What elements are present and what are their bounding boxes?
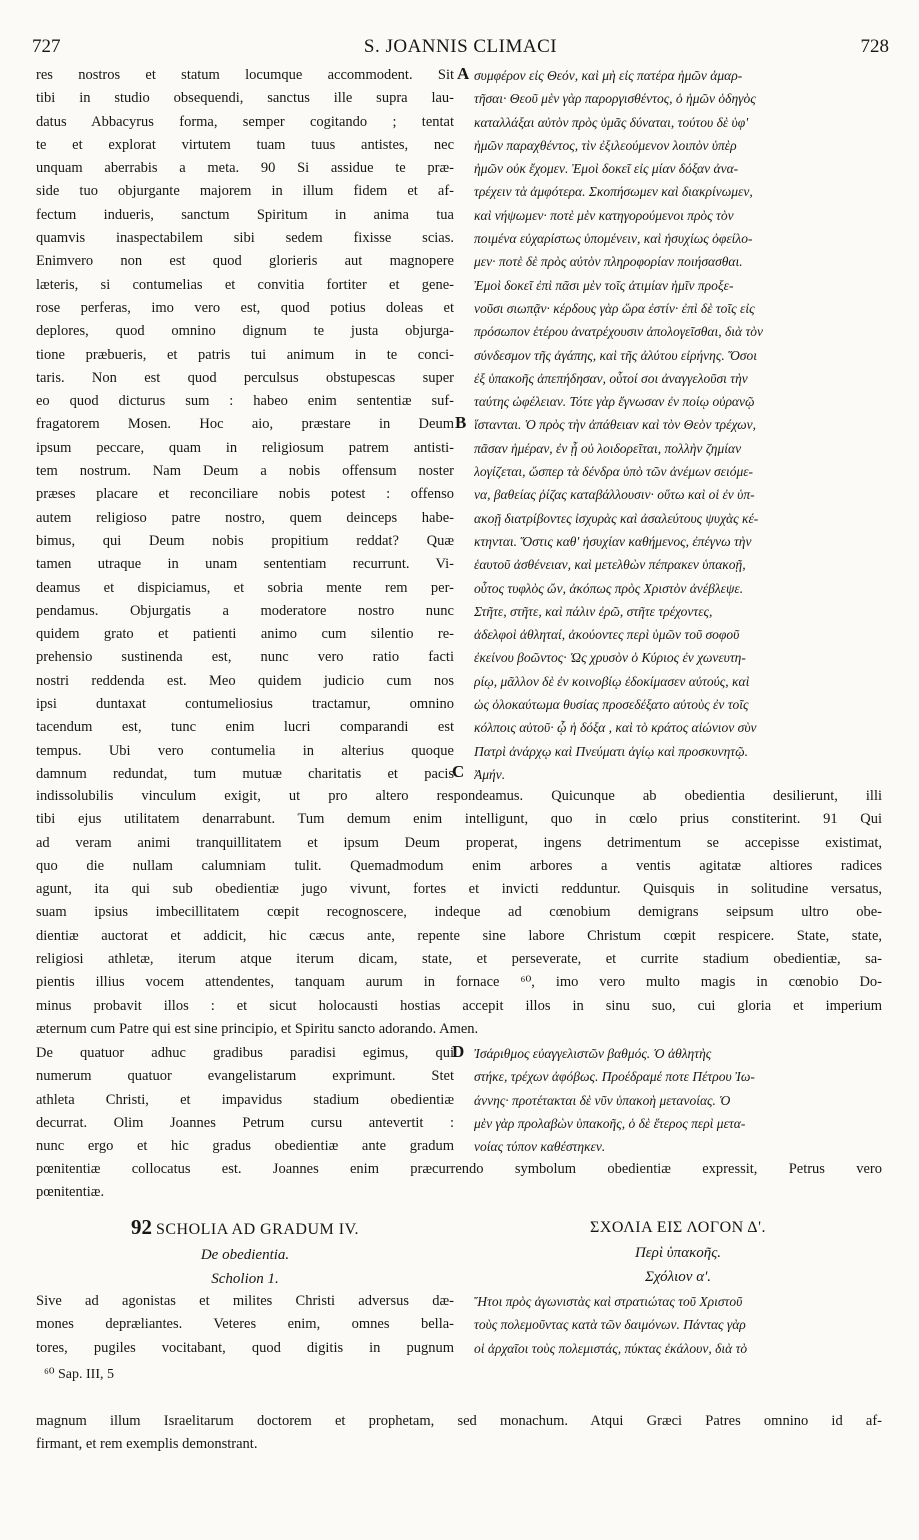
margin-marker-b: B — [455, 413, 467, 432]
text-line: nostri reddenda est. Meo quidem judicio cum nos — [36, 672, 454, 689]
text-line: præses placare et reconciliare nobis potest : offenso — [36, 486, 454, 503]
text-line: taris. Non est quod perculsus obstupescas super — [36, 369, 454, 386]
latin-full-width-1 — [36, 785, 882, 1041]
text-line: οἱ ἀρχαῖοι τοὺς πολεμιστάς, πύκτας ἐκάλουν, διὰ τὸ — [474, 1340, 748, 1356]
latin-column-2 — [36, 1042, 454, 1158]
text-line: στήκε, τρέχων ἀφόβως. Προέδραμέ ποτε Πέτρου Ἰω- — [474, 1069, 755, 1085]
text-line: decurrat. Olim Joannes Petrum cursu antevertit : — [36, 1114, 454, 1131]
text-line: Ἤτοι πρὸς ἀγωνιστὰς καὶ στρατιώτας τοῦ Χριστοῦ — [474, 1294, 743, 1309]
text-line: tione præbueris, et patris tui animum in te conci- — [36, 346, 454, 363]
text-line: fectum indueris, sanctum Spiritum in anima tua — [36, 206, 454, 223]
text-line: ἐξ ὑπακοῆς ἀπεπήδησαν, οὗτοί σοι ἀναγγελοῦσι τὴν — [474, 370, 748, 386]
text-line: tempus. Ubi vero contumelia in alterius quoque — [36, 742, 454, 759]
text-line: pœnitentiæ. — [36, 1184, 105, 1201]
text-line: Στῆτε, στῆτε, καὶ πάλιν ἐρῶ, στῆτε τρέχοντες, — [474, 603, 713, 619]
text-line: deplores, quod omnino dignum te justa objurga- — [36, 323, 454, 340]
margin-marker-c: C — [452, 762, 465, 781]
text-line: deamus et dispiciamus, et sobria mente rem per- — [36, 579, 454, 596]
text-line: τῆσαι· Θεοῦ μὲν γὰρ παροργισθέντος, ὁ ἡμῶν ὁδηγὸς — [474, 91, 756, 107]
text-line: ipsi duntaxat contumeliosius tractamur, omnino — [36, 696, 454, 713]
latin-full-width-3 — [36, 1410, 882, 1457]
text-line: tores, pugiles vocitabant, quod digitis in pugnum — [36, 1339, 454, 1356]
text-line: Ἐμοὶ δοκεῖ ἐπὶ πᾶσι μὲν τοῖς ἀτιμίαν ἡμῖν προξε- — [474, 277, 734, 293]
text-line: τρέχειν τὰ ἀμφότερα. Σκοπήσωμεν καὶ διακρίνωμεν, — [474, 184, 753, 200]
text-line: Enimvero non est quod glorieris aut magnopere — [36, 253, 454, 270]
text-line: ἡμῶν παραχθέντος, τὶν ἐξιλεούμενον λοιπὸν ὑπὲρ — [474, 137, 737, 153]
text-line: nunc ergo et hic gradus obedientiæ ante gradum — [36, 1138, 454, 1155]
text-line: νοίας τύπον καθέστηκεν. — [474, 1139, 606, 1155]
text-line: καὶ νήψωμεν· ποτὲ μὲν κατηγορούμενοι πρὸς τὸν — [474, 207, 734, 223]
right-page-number: 728 — [860, 36, 889, 57]
scholia-latin-body — [36, 1290, 454, 1360]
text-line: indissolubilis vinculum exigit, ut pro altero respondeamus. Quicunque ab obedientia desilierunt, illi — [36, 788, 882, 804]
text-line: eo quod dicturus sum : habeo enim sententiæ suf- — [36, 393, 454, 410]
greek-column-1 — [474, 64, 882, 786]
text-line: rose perferas, imo vero est, quod potius doleas et — [36, 299, 454, 316]
text-line: Πατρὶ ἀνάρχῳ καὶ Πνεύματι ἁγίῳ καὶ προσκυνητῷ. — [474, 743, 749, 759]
text-line: λογίζεται, ὥσπερ τὰ δένδρα ὑπὸ τῶν ἀνέμων σειόμε- — [474, 464, 754, 480]
text-line: unquam aberrabis a meta. 90 Si assidue te præ- — [36, 160, 454, 177]
text-line: quo die nullam calumniam tulit. Quemadmodum enim arbores a ventis agitatæ altiores radices — [36, 857, 882, 874]
text-line: fragatorem Mosen. Hoc aio, præstare in Deum — [36, 416, 454, 433]
text-line: ipsum peccare, quam in religiosum patrem antisti- — [36, 439, 454, 456]
left-page-number: 727 — [32, 36, 61, 57]
scholia-greek-subtitle: Περὶ ὑπακοῆς. — [634, 1245, 722, 1261]
text-line: καταλλάξαι αὐτὸν πρὸς ὑμᾶς δύναται, τούτου δὲ ὑφ' — [474, 114, 749, 130]
text-line: πᾶσαν ἡμέραν, ἐν ᾗ οὐ λοιδορεῖται, πολλὴν ζημίαν — [474, 440, 742, 456]
text-line: Ἰσάριθμος εὐαγγελιστῶν βαθμός. Ὁ ἀθλητὴς — [474, 1046, 712, 1061]
text-line: quidem grato et patienti animo cum silentio re- — [36, 626, 454, 643]
text-line: ἑαυτοῦ ἀσθένειαν, καὶ μετελθὼν πέπρακεν ὑπακοῇ, — [474, 557, 746, 573]
margin-marker-d: D — [452, 1042, 465, 1061]
text-line: τοὺς πολεμοῦντας κατὰ τῶν δαιμόνων. Πάντας γὰρ — [474, 1317, 746, 1333]
text-line: ὡς ὁλοκαύτωμα θυσίας προσεδέξατο αὐτοὺς ἐν τοῖς — [474, 697, 749, 713]
text-line: læteris, si contumelias et convitia fortiter et gene- — [36, 276, 454, 293]
text-line: datus Abbacyrus forma, semper cogitando ; tentat — [36, 113, 454, 130]
text-line: firmant, et rem exemplis demonstrant. — [36, 1436, 258, 1453]
scholia-greek-scholion: Σχόλιον α'. — [644, 1269, 712, 1285]
text-line: tamen utraque in unam sententiam recurrunt. Vi- — [36, 556, 454, 573]
scholia-greek-title: ΣΧΟΛΙΑ ΕΙΣ ΛΟΓΟΝ Δ'. — [590, 1219, 766, 1236]
greek-column-2 — [474, 1042, 882, 1158]
text-line: Ἀμήν. — [474, 766, 506, 782]
text-line: pientis illius vocem attendentes, tanquam aurum in fornace ⁶⁰, imo vero multo magis in cœnobio Do- — [36, 974, 882, 991]
text-line: tibi ejus utilitatem denarrabunt. Tum demum enim intelligunt, quo in cœlo prius constiterint. 91 Qui — [36, 811, 882, 828]
text-line: agunt, ita qui sub obedientiæ jugo vivunt, fortes et invicti redduntur. Quisquis in solitudine versatus, — [36, 881, 882, 898]
text-line: οὗτος τυφλὸς ὤν, ἀκόπως πρὸς Χριστὸν ἀνέβλεψε. — [474, 580, 744, 596]
text-line: ακοῇ διατρίβοντες ἰσχυρὰς καὶ ἀσαλεύτους ψυχὰς κέ- — [474, 510, 759, 526]
text-line: ad veram animi tranquillitatem et ipsum Deum properat, ingens detrimentum se accepisse existimat, — [36, 834, 882, 851]
text-line: minus probavit illos : et sicut holocausti hostias accepit illos in sinu suo, cui gloria et imperium — [36, 997, 882, 1014]
text-line: pœnitentiæ collocatus est. Joannes enim præcurrendo symbolum obedientiæ expressit, Petrus vero — [36, 1161, 882, 1177]
text-line: ρίῳ, μᾶλλον δὲ ἐν κοινοβίῳ ἐδοκίμασεν αὐτούς, καὶ — [474, 673, 750, 689]
text-line: tibi in studio obsequendi, sanctus ille supra lau- — [36, 90, 454, 107]
latin-full-width-2 — [36, 1158, 882, 1205]
running-title: S. JOANNIS CLIMACI — [363, 36, 558, 57]
scholia-latin-heading — [36, 1214, 454, 1291]
text-line: ἵστανται. Ὁ πρὸς τὴν ἀπάθειαν καὶ τὸν Θεὸν τρέχων, — [474, 417, 757, 433]
text-line: mones depræliantes. Veteres enim, omnes bella- — [36, 1316, 454, 1333]
text-line: να, βαθείας ῥίζας καταβάλλουσιν· οὕτω καὶ οἱ ἐν ὑπ- — [474, 487, 755, 503]
text-line: ποιμένα εὐχαρίστως ὑπομένειν, καὶ ἡσυχίως ὀφείλο- — [474, 231, 753, 247]
text-line: res nostros et statum locumque accommodent. Sit — [36, 67, 454, 83]
scholia-greek-heading — [474, 1214, 882, 1289]
text-line: pendamus. Objurgatis a moderatore nostro nunc — [36, 602, 454, 619]
section-number: 92 — [130, 1215, 152, 1239]
text-line: κόλποις αὐτοῦ· ᾧ ἡ δόξα , καὶ τὸ κράτος αἰώνιον σὺν — [474, 720, 757, 736]
latin-column-1 — [36, 64, 454, 786]
text-line: tacendum est, tunc enim lucri comparandi est — [36, 719, 454, 736]
text-line: ἐκείνου βοῶντος· Ὡς χρυσὸν ὁ Κύριος ἐν χωνευτη- — [474, 650, 746, 666]
text-line: συμφέρον εἰς Θεόν, καὶ μὴ εἰς πατέρα ἡμῶν ἁμαρ- — [474, 68, 743, 83]
text-line: prehensio sustinenda est, nunc vero ratio facti — [36, 649, 454, 666]
text-line: suam ipsius imbecillitatem cœpit recognoscere, indeque ad cœnobium demigrans seipsum ultro obe- — [36, 904, 882, 921]
text-line: side tuo objurgante majorem in illum fidem et af- — [36, 183, 454, 200]
text-line: religiosi athletæ, iterum atque iterum dicam, state, et perseverate, et currite stadium obedientiæ, sa- — [36, 951, 882, 968]
text-line: numerum quatuor evangelistarum exprimunt. Stet — [36, 1068, 454, 1085]
text-line: πρόσωπον ἑτέρου ἀνατρέχουσιν ἀπολογεῖσθαι, διὰ τὸν — [474, 324, 764, 340]
text-line: νοῦσι σιωπᾷν· κέρδους γὰρ ὥρα ἐστίν· ἐπὶ δὲ τοῖς εἰς — [474, 300, 755, 316]
running-header — [32, 36, 889, 62]
text-line: te et explorat virtutem tuam tuus antistes, nec — [36, 136, 454, 153]
footnote: ⁶⁰ Sap. III, 5 — [44, 1367, 114, 1382]
scholia-latin-title: SCHOLIA AD GRADUM IV. — [155, 1221, 360, 1238]
text-line: Sive ad agonistas et milites Christi adversus dæ- — [36, 1293, 454, 1309]
text-line: autem religioso patre nostro, quem deinceps habe- — [36, 509, 454, 526]
text-line: De quatuor adhuc gradibus paradisi egimus, qui — [36, 1045, 454, 1061]
text-line: ταύτης ὠφέλειαν. Τότε γὰρ ἔγνωσαν ἐν ποίῳ οὐρανῷ — [474, 394, 755, 410]
text-line: κτηνται. Ὅστις καθ' ἡσυχίαν καθήμενος, ἐπέγνω τὴν — [474, 533, 752, 549]
text-line: ἀδελφοὶ ἀθληταί, ἀκούοντες περὶ ὑμῶν τοῦ σοφοῦ — [474, 627, 740, 643]
text-line: μὲν γὰρ προλαβὼν ὑπακοῆς, ὁ δὲ ἕτερος περὶ μετα- — [474, 1115, 746, 1131]
text-line: bimus, qui Deum nobis propitium reddat? Quæ — [36, 532, 454, 549]
text-line: damnum redundat, tum mutuæ charitatis et pacis — [36, 765, 454, 782]
text-line: άννης· προτέτακται δὲ νῦν ὑπακοὴ μετανοίας. Ὁ — [474, 1092, 731, 1108]
text-line: σύνδεσμον τῆς ἀγάπης, καὶ τῆς ἀλύτου εἰρήνης. Ὅσοι — [474, 347, 757, 363]
text-line: quamvis inaspectabilem sibi sedem fixisse scias. — [36, 230, 454, 247]
text-line: magnum illum Israelitarum doctorem et prophetam, sed monachum. Atqui Græci Patres omnino id af- — [36, 1413, 882, 1429]
text-line: μεν· ποτὲ δὲ πρὸς αὐτὸν πληροφορίαν ποιήσασθαι. — [474, 254, 743, 270]
margin-marker-a: A — [457, 64, 470, 83]
text-line: æternum cum Patre qui est sine principio, et Spiritu sancto adorando. Amen. — [36, 1020, 479, 1037]
text-line: dientiæ auctorat et addicit, hic cæcus ante, repente sine labore Christum cœpit respicere. State, state, — [36, 927, 882, 944]
scholia-latin-subtitle: De obedientia. — [200, 1247, 290, 1263]
text-line: tem nostrum. Nam Deum a nobis offensum noster — [36, 463, 454, 480]
text-line: athleta Christi, et impavidus stadium obedientiæ — [36, 1091, 454, 1108]
scholia-greek-body — [474, 1290, 882, 1360]
text-line: ἡμῶν οὐκ ἔχομεν. Ἐμοὶ δοκεῖ εἰς μίαν δόξαν ἀνα- — [474, 161, 739, 177]
scholia-latin-scholion: Scholion 1. — [211, 1271, 279, 1287]
